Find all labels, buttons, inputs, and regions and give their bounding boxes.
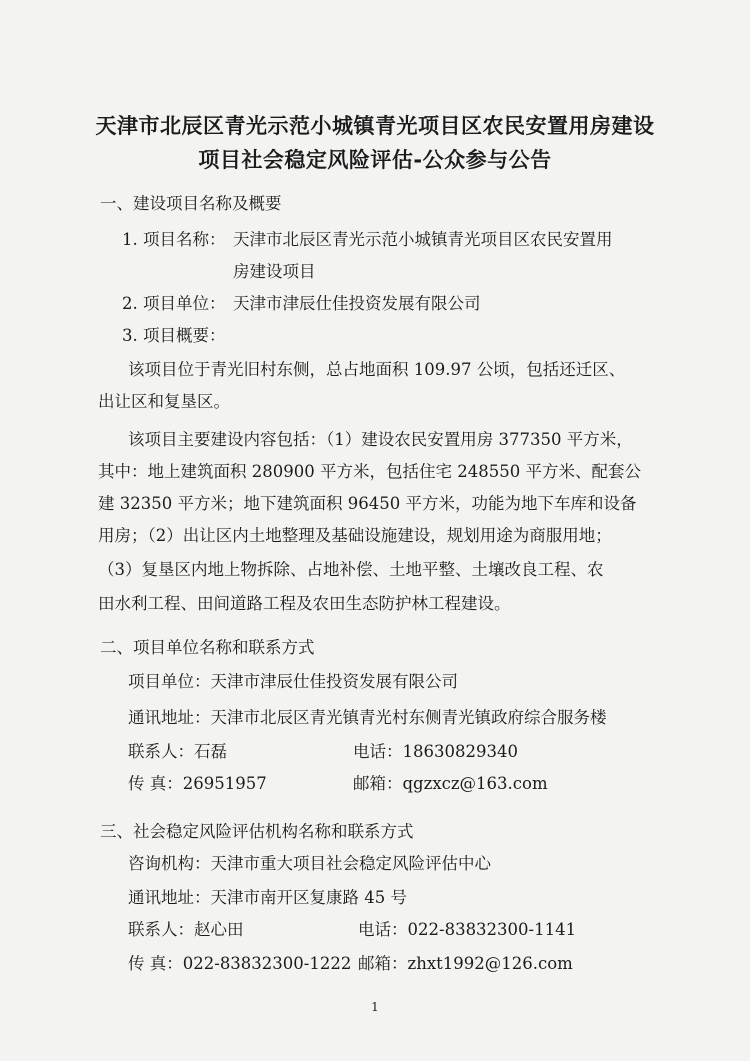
project-overview-label: 3. 项目概要：	[122, 326, 226, 345]
overview-para2-line: 田水利工程、田间道路工程及农田生态防护林工程建设。	[98, 594, 511, 613]
overview-para2-line: 该项目主要建设内容包括：（1）建设农民安置用房 377350 平方米，	[128, 430, 633, 449]
document-title-line1: 天津市北辰区青光示范小城镇青光项目区农民安置用房建设	[95, 114, 655, 138]
page-number: 1	[371, 1000, 379, 1014]
section3-contact: 联系人：赵心田	[128, 920, 244, 939]
section2-unit: 项目单位：天津市津辰仕佳投资发展有限公司	[128, 672, 458, 691]
overview-para2-line: （3）复垦区内地上物拆除、占地补偿、土地平整、土壤改良工程、农	[98, 560, 604, 579]
section2-heading: 二、项目单位名称和联系方式	[100, 638, 315, 657]
overview-para2-line: 用房；（2）出让区内土地整理及基础设施建设，规划用途为商服用地；	[98, 526, 612, 545]
overview-para1-line: 出让区和复垦区。	[98, 392, 230, 411]
section2-email: 邮箱：qgzxcz@163.com	[353, 774, 548, 793]
project-unit-value: 天津市津辰仕佳投资发展有限公司	[233, 294, 481, 313]
section3-fax: 传 真：022-83832300-1222	[128, 954, 352, 973]
section3-phone: 电话：022-83832300-1141	[358, 920, 577, 939]
section2-phone: 电话：18630829340	[353, 742, 518, 761]
section2-fax: 传 真：26951957	[128, 774, 267, 793]
section3-email: 邮箱：zhxt1992@126.com	[358, 954, 573, 973]
document-title-line2: 项目社会稳定风险评估-公众参与公告	[198, 148, 552, 172]
overview-para2-line: 建 32350 平方米；地下建筑面积 96450 平方米，功能为地下车库和设备	[98, 494, 637, 513]
overview-para2-line: 其中：地上建筑面积 280900 平方米，包括住宅 248550 平方米、配套公	[98, 462, 641, 481]
section2-contact: 联系人：石磊	[128, 742, 227, 761]
project-name-label: 1. 项目名称：	[122, 230, 226, 249]
section2-address: 通讯地址：天津市北辰区青光镇青光村东侧青光镇政府综合服务楼	[128, 708, 607, 727]
project-name-value-line2: 房建设项目	[233, 262, 316, 281]
project-name-value-line1: 天津市北辰区青光示范小城镇青光项目区农民安置用	[233, 230, 613, 249]
section3-heading: 三、社会稳定风险评估机构名称和联系方式	[100, 822, 414, 841]
section1-heading: 一、建设项目名称及概要	[100, 194, 282, 213]
section3-address: 通讯地址：天津市南开区复康路 45 号	[128, 888, 407, 907]
overview-para1-line: 该项目位于青光旧村东侧，总占地面积 109.97 公顷，包括还迁区、	[128, 360, 626, 379]
section3-org: 咨询机构：天津市重大项目社会稳定风险评估中心	[128, 854, 491, 873]
project-unit-label: 2. 项目单位：	[122, 294, 226, 313]
